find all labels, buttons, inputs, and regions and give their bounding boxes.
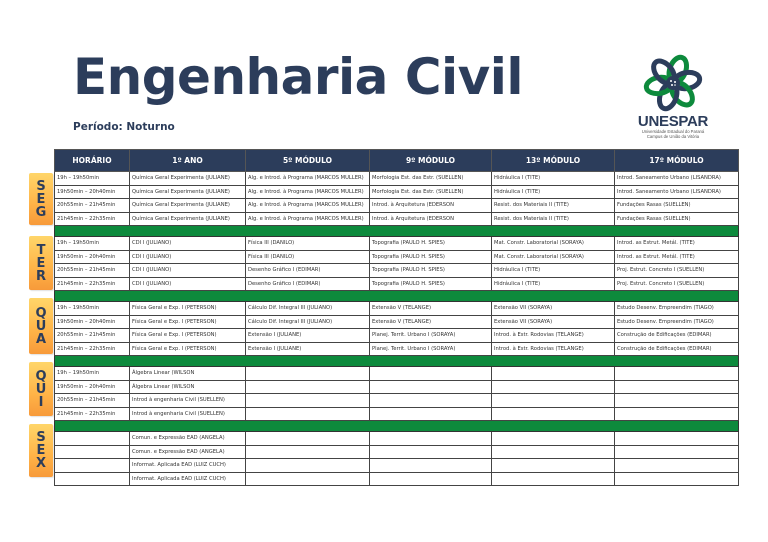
day-letter: U <box>35 318 47 334</box>
class-cell: Extensão I (JULIANE) <box>246 342 370 356</box>
class-cell: Desenho Gráfico I (EDIMAR) <box>246 264 370 278</box>
class-cell: Morfologia Est. das Estr. (SUELLEN) <box>370 172 492 186</box>
class-cell: Extensão VII (SORAYA) <box>492 302 615 316</box>
col-header-17-modulo: 17º MÓDULO <box>615 150 739 172</box>
class-cell <box>246 445 370 459</box>
class-cell: Química Geral Experimenta (JULIANE) <box>130 185 246 199</box>
table-row <box>55 264 739 278</box>
class-cell: Física Geral e Exp. I (PETERSON) <box>130 329 246 343</box>
day-separator <box>55 356 739 367</box>
time-cell: 20h55min – 21h45min <box>55 199 130 213</box>
day-letter: Q <box>35 305 47 321</box>
col-header-9-modulo: 9º MÓDULO <box>370 150 492 172</box>
period-subtitle: Período: Noturno <box>73 121 175 133</box>
day-letter: I <box>38 394 44 410</box>
class-cell: Introd. à Arquitetura (EDERSON <box>370 199 492 213</box>
time-cell: 19h50min – 20h40min <box>55 315 130 329</box>
table-row <box>55 394 739 408</box>
class-cell: Hidráulica I (TITE) <box>492 172 615 186</box>
class-cell: Comun. e Expressão EAD (ANGELA) <box>130 432 246 446</box>
page-title: Engenharia Civil <box>73 48 524 106</box>
class-cell: Física Geral e Exp. I (PETERSON) <box>130 302 246 316</box>
day-letter: E <box>36 191 46 207</box>
day-letter: X <box>35 456 47 471</box>
day-letter: E <box>36 443 46 458</box>
day-letter: S <box>36 178 46 194</box>
class-cell: Informat. Aplicada EAD (LUIZ CUCH) <box>130 472 246 486</box>
day-letter: G <box>35 204 47 220</box>
class-cell <box>492 472 615 486</box>
day-label-sex <box>29 424 53 477</box>
time-cell: 21h45min – 22h35min <box>55 212 130 226</box>
time-cell: 19h – 19h50min <box>55 367 130 381</box>
table-row <box>55 185 739 199</box>
class-cell <box>492 432 615 446</box>
time-cell: 19h – 19h50min <box>55 172 130 186</box>
class-cell: Física III (DANILO) <box>246 237 370 251</box>
class-cell: Física Geral e Exp. I (PETERSON) <box>130 315 246 329</box>
class-cell: Física Geral e Exp. I (PETERSON) <box>130 342 246 356</box>
class-cell <box>615 432 739 446</box>
class-cell: Planej. Territ. Urbano I (SORAYA) <box>370 342 492 356</box>
logo-line2: Campus de União da Vitória <box>646 134 700 140</box>
class-cell: Álgebra Linear (WILSON <box>130 367 246 381</box>
class-cell: Introd. à Estr. Rodovias (TELANGE) <box>492 342 615 356</box>
separator-bar <box>55 291 739 302</box>
table-row <box>55 367 739 381</box>
class-cell: Química Geral Experimenta (JULIANE) <box>130 172 246 186</box>
class-cell <box>615 380 739 394</box>
time-cell: 21h45min – 22h35min <box>55 277 130 291</box>
class-cell: Cálculo Dif. Integral III (JULIANO) <box>246 315 370 329</box>
table-row <box>55 250 739 264</box>
class-cell: Química Geral Experimenta (JULIANE) <box>130 199 246 213</box>
class-cell: Mat. Constr. Laboratorial (SORAYA) <box>492 250 615 264</box>
day-letter: U <box>35 381 47 397</box>
class-cell: CDI I (JULIANO) <box>130 264 246 278</box>
class-cell: Introd. Saneamento Urbano (LISANDRA) <box>615 185 739 199</box>
class-cell: CDI I (JULIANO) <box>130 250 246 264</box>
class-cell <box>370 472 492 486</box>
class-cell <box>370 380 492 394</box>
class-cell: Mat. Constr. Laboratorial (SORAYA) <box>492 237 615 251</box>
class-cell: Introd. à Arquitetura (EDERSON <box>370 212 492 226</box>
class-cell: Extensão V (TELANGE) <box>370 302 492 316</box>
day-label-qua <box>29 298 53 354</box>
class-cell: Topografia (PAULO H. SPIES) <box>370 264 492 278</box>
class-cell: Introd à engenharia Civil (SUELLEN) <box>130 394 246 408</box>
class-cell <box>246 432 370 446</box>
class-cell: Morfologia Est. das Estr. (SUELLEN) <box>370 185 492 199</box>
class-cell <box>370 394 492 408</box>
class-cell: Introd. Saneamento Urbano (LISANDRA) <box>615 172 739 186</box>
class-cell: Comun. e Expressão EAD (ANGELA) <box>130 445 246 459</box>
class-cell <box>370 432 492 446</box>
time-cell: 19h50min – 20h40min <box>55 250 130 264</box>
day-separator <box>55 226 739 237</box>
table-row <box>55 445 739 459</box>
class-cell <box>246 472 370 486</box>
class-cell: Resist. dos Materiais II (TITE) <box>492 199 615 213</box>
class-cell: Fundações Rasas (SUELLEN) <box>615 212 739 226</box>
time-cell: 19h50min – 20h40min <box>55 380 130 394</box>
class-cell: Proj. Estrut. Concreto I (SUELLEN) <box>615 264 739 278</box>
day-separator <box>55 421 739 432</box>
class-cell: Introd. as Estrut. Metál. (TITE) <box>615 237 739 251</box>
class-cell: Informat. Aplicada EAD (LUIZ CUCH) <box>130 459 246 473</box>
table-row <box>55 459 739 473</box>
class-cell: Hidráulica I (TITE) <box>492 264 615 278</box>
time-cell: 19h – 19h50min <box>55 237 130 251</box>
table-row <box>55 302 739 316</box>
class-cell <box>615 367 739 381</box>
class-cell <box>492 445 615 459</box>
class-cell <box>492 459 615 473</box>
table-row <box>55 212 739 226</box>
time-cell: 20h55min – 21h45min <box>55 394 130 408</box>
col-header-1-ano: 1º ANO <box>130 150 246 172</box>
class-cell <box>615 407 739 421</box>
class-cell <box>370 445 492 459</box>
time-cell <box>55 459 130 473</box>
class-cell <box>492 394 615 408</box>
class-cell <box>492 367 615 381</box>
table-row <box>55 472 739 486</box>
day-letter: A <box>35 331 47 347</box>
class-cell: Resist. dos Materiais II (TITE) <box>492 212 615 226</box>
class-cell <box>370 459 492 473</box>
class-cell <box>246 380 370 394</box>
time-cell <box>55 445 130 459</box>
class-cell: Extensão V (TELANGE) <box>370 315 492 329</box>
table-row <box>55 407 739 421</box>
logo-line1: Universidade Estadual do Paraná <box>641 129 705 134</box>
day-separator <box>55 291 739 302</box>
class-cell: Estudo Desenv. Empreendim (TIAGO) <box>615 302 739 316</box>
col-header-horario: HORÁRIO <box>55 150 130 172</box>
class-cell <box>492 407 615 421</box>
time-cell <box>55 472 130 486</box>
day-letter: T <box>36 242 46 258</box>
class-cell: Introd. as Estrut. Metál. (TITE) <box>615 250 739 264</box>
time-cell: 20h55min – 21h45min <box>55 329 130 343</box>
class-cell: Construção de Edificações (EDIMAR) <box>615 342 739 356</box>
class-cell: CDI I (JULIANO) <box>130 277 246 291</box>
class-cell: Introd à engenharia Civil (SUELLEN) <box>130 407 246 421</box>
separator-bar <box>55 356 739 367</box>
class-cell: Fundações Rasas (SUELLEN) <box>615 199 739 213</box>
class-cell <box>615 445 739 459</box>
class-cell <box>246 394 370 408</box>
class-cell: Alg. e Introd. à Programa (MARCOS MULLER) <box>246 172 370 186</box>
class-cell: Cálculo Dif. Integral III (JULIANO) <box>246 302 370 316</box>
class-cell <box>370 367 492 381</box>
class-cell <box>246 367 370 381</box>
class-cell: Extensão VII (SORAYA) <box>492 315 615 329</box>
class-cell: Hidráulica I (TITE) <box>492 277 615 291</box>
class-cell: Alg. e Introd. à Programa (MARCOS MULLER) <box>246 199 370 213</box>
class-cell <box>492 380 615 394</box>
class-cell: CDI I (JULIANO) <box>130 237 246 251</box>
day-label-qui <box>29 362 53 416</box>
time-cell: 19h – 19h50min <box>55 302 130 316</box>
time-cell: 20h55min – 21h45min <box>55 264 130 278</box>
class-cell: Construção de Edificações (EDIMAR) <box>615 329 739 343</box>
class-cell: Topografia (PAULO H. SPIES) <box>370 237 492 251</box>
class-cell: Planej. Territ. Urbano I (SORAYA) <box>370 329 492 343</box>
class-cell <box>615 472 739 486</box>
time-cell: 21h45min – 22h35min <box>55 342 130 356</box>
table-row <box>55 342 739 356</box>
class-cell: Proj. Estrut. Concreto I (SUELLEN) <box>615 277 739 291</box>
separator-bar <box>55 421 739 432</box>
day-letter: S <box>36 430 46 445</box>
schedule-table <box>54 149 739 486</box>
class-cell: Hidráulica I (TITE) <box>492 185 615 199</box>
col-header-13-modulo: 13º MÓDULO <box>492 150 615 172</box>
day-letter: E <box>36 255 46 271</box>
day-label-seg <box>29 173 53 225</box>
table-row <box>55 315 739 329</box>
class-cell: Desenho Gráfico I (EDIMAR) <box>246 277 370 291</box>
table-row <box>55 432 739 446</box>
class-cell <box>246 459 370 473</box>
table-row <box>55 329 739 343</box>
table-header-row <box>55 150 739 172</box>
class-cell: Estudo Desenv. Empreendim (TIAGO) <box>615 315 739 329</box>
table-row <box>55 172 739 186</box>
class-cell: Álgebra Linear (WILSON <box>130 380 246 394</box>
class-cell <box>615 394 739 408</box>
class-cell: Topografia (PAULO H. SPIES) <box>370 250 492 264</box>
day-label-ter <box>29 236 53 290</box>
class-cell <box>615 459 739 473</box>
separator-bar <box>55 226 739 237</box>
class-cell <box>370 407 492 421</box>
table-row <box>55 237 739 251</box>
class-cell: Topografia (PAULO H. SPIES) <box>370 277 492 291</box>
table-row <box>55 199 739 213</box>
logo-brand: UNESPAR <box>637 113 709 130</box>
class-cell: Física III (DANILO) <box>246 250 370 264</box>
class-cell: Alg. e Introd. à Programa (MARCOS MULLER) <box>246 185 370 199</box>
time-cell <box>55 432 130 446</box>
class-cell <box>246 407 370 421</box>
table-row <box>55 277 739 291</box>
day-letter: Q <box>35 368 47 384</box>
time-cell: 19h50min – 20h40min <box>55 185 130 199</box>
unespar-emblem-icon <box>642 52 704 114</box>
time-cell: 21h45min – 22h35min <box>55 407 130 421</box>
day-letter: R <box>35 268 46 284</box>
class-cell: Química Geral Experimenta (JULIANE) <box>130 212 246 226</box>
class-cell: Alg. e Introd. à Programa (MARCOS MULLER) <box>246 212 370 226</box>
col-header-5-modulo: 5º MÓDULO <box>246 150 370 172</box>
class-cell: Introd. à Estr. Rodovias (TELANGE) <box>492 329 615 343</box>
class-cell: Extensão I (JULIANE) <box>246 329 370 343</box>
unespar-logo <box>628 52 718 146</box>
table-row <box>55 380 739 394</box>
